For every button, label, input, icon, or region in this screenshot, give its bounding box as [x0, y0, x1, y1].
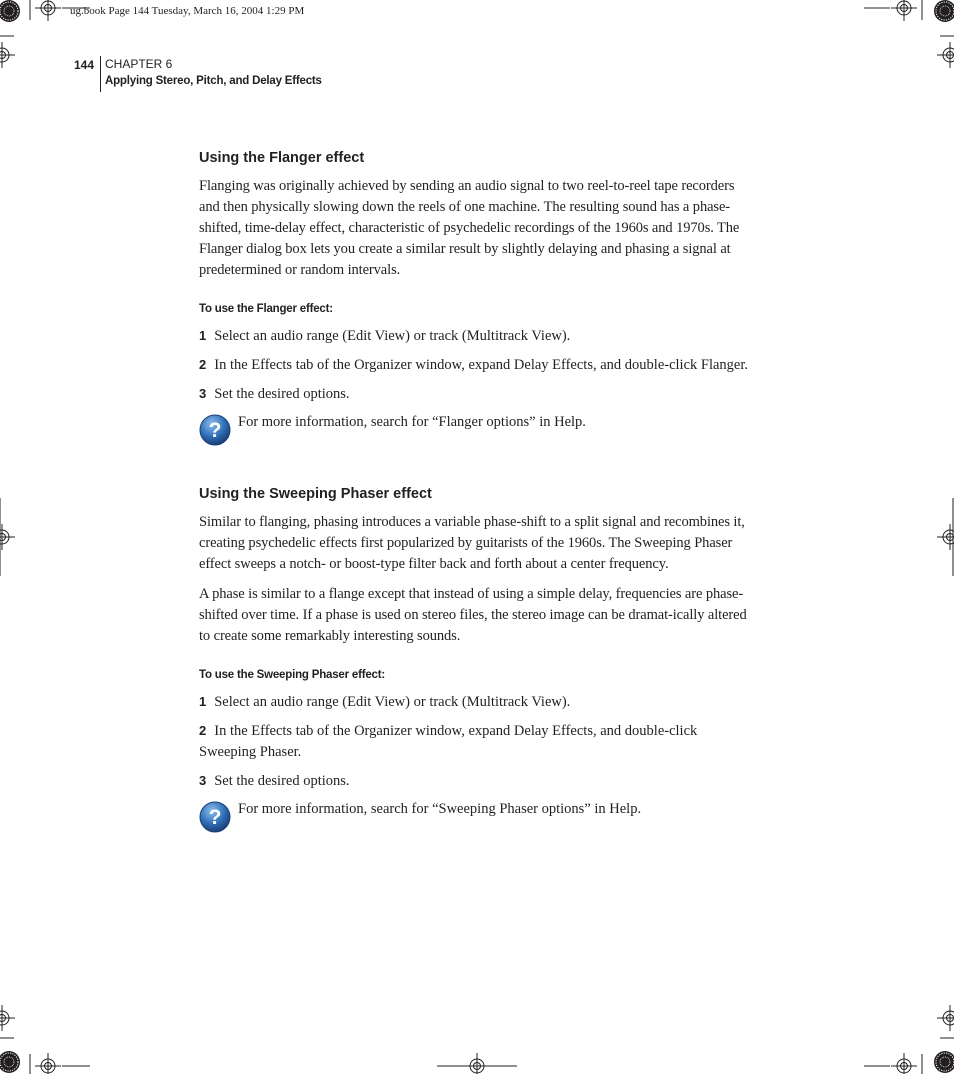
step-text: In the Effects tab of the Organizer window, expand Delay Effects, and double-click Sweeping Phaser. — [199, 723, 698, 760]
step-text: Set the desired options. — [214, 386, 350, 402]
procedure-step — [199, 691, 756, 713]
step-number: 3 — [199, 773, 207, 788]
step-number: 2 — [199, 723, 207, 738]
starburst-icon — [0, 0, 20, 22]
procedure-title: To use the Flanger effect: — [199, 303, 333, 315]
flanger-section — [199, 150, 756, 452]
tip-text: For more information, search for “Flanger options” in Help. — [238, 414, 586, 430]
starburst-icon — [934, 1051, 954, 1073]
crosshair-registration-icon — [891, 1053, 917, 1074]
section-heading: Using the Sweeping Phaser effect — [199, 486, 432, 502]
body-paragraph: A phase is similar to a flange except that instead of using a simple delay, frequencies are phase-shifted over time. If a phase is used on stereo files, the stereo image can be dramat-ically altered to create some remarkably interesting sounds. — [199, 586, 747, 644]
procedure-step — [199, 720, 756, 763]
step-text: Select an audio range (Edit View) or track (Multitrack View). — [214, 694, 571, 710]
procedure-step — [199, 325, 756, 347]
starburst-icon — [0, 1051, 20, 1073]
sweeping-phaser-section — [199, 486, 756, 839]
crosshair-registration-icon — [35, 0, 61, 21]
crosshair-registration-icon — [464, 1053, 490, 1074]
svg-text:?: ? — [208, 806, 222, 829]
crosshair-registration-icon — [937, 524, 954, 550]
step-text: Select an audio range (Edit View) or track (Multitrack View). — [214, 328, 571, 344]
help-tip — [199, 799, 756, 839]
chapter-title: Applying Stereo, Pitch, and Delay Effects — [105, 75, 322, 87]
crosshair-registration-icon — [0, 1005, 15, 1031]
crosshair-registration-icon — [35, 1053, 61, 1074]
step-number: 2 — [199, 357, 207, 372]
crosshair-registration-icon — [0, 524, 15, 550]
step-number: 3 — [199, 386, 207, 401]
step-text: Set the desired options. — [214, 773, 350, 789]
procedure-step — [199, 354, 756, 376]
page-number: 144 — [74, 58, 95, 72]
chapter-label: CHAPTER 6 — [105, 57, 173, 71]
header-divider — [100, 56, 101, 92]
crosshair-registration-icon — [937, 42, 954, 68]
body-paragraph: Flanging was originally achieved by sending an audio signal to two reel-to-reel tape recorders and then physically slowing down the reels of one machine. The resulting sound has a phase-shifted, time-delay effect, characteristic of psychedelic recordings of the 1960s and 1970s. The Flanger dialog box lets you create a similar result by slightly delaying and phasing a signal at predetermined or random intervals. — [199, 178, 740, 278]
help-question-icon — [199, 414, 231, 446]
step-number: 1 — [199, 694, 207, 709]
svg-text:?: ? — [208, 419, 222, 442]
crosshair-registration-icon — [891, 0, 917, 21]
page-content — [199, 150, 756, 839]
step-number: 1 — [199, 328, 207, 343]
procedure-title: To use the Sweeping Phaser effect: — [199, 669, 385, 681]
crosshair-registration-icon — [937, 1005, 954, 1031]
file-slug: ug.book Page 144 Tuesday, March 16, 2004 1:29 PM — [70, 5, 305, 17]
section-heading: Using the Flanger effect — [199, 150, 365, 166]
tip-text: For more information, search for “Sweeping Phaser options” in Help. — [238, 801, 642, 817]
procedure-step — [199, 770, 756, 792]
procedure-step — [199, 383, 756, 405]
step-text: In the Effects tab of the Organizer window, expand Delay Effects, and double-click Flanger. — [214, 357, 749, 373]
starburst-icon — [934, 0, 954, 22]
crosshair-registration-icon — [0, 42, 15, 68]
help-question-icon — [199, 801, 231, 833]
body-paragraph: Similar to flanging, phasing introduces a variable phase-shift to a split signal and recombines it, creating psychedelic effects first popularized by guitarists of the 1960s. The Sweeping Phaser effect sweeps a notch- or boost-type filter back and forth about a center frequency. — [199, 514, 745, 572]
help-tip — [199, 412, 756, 452]
